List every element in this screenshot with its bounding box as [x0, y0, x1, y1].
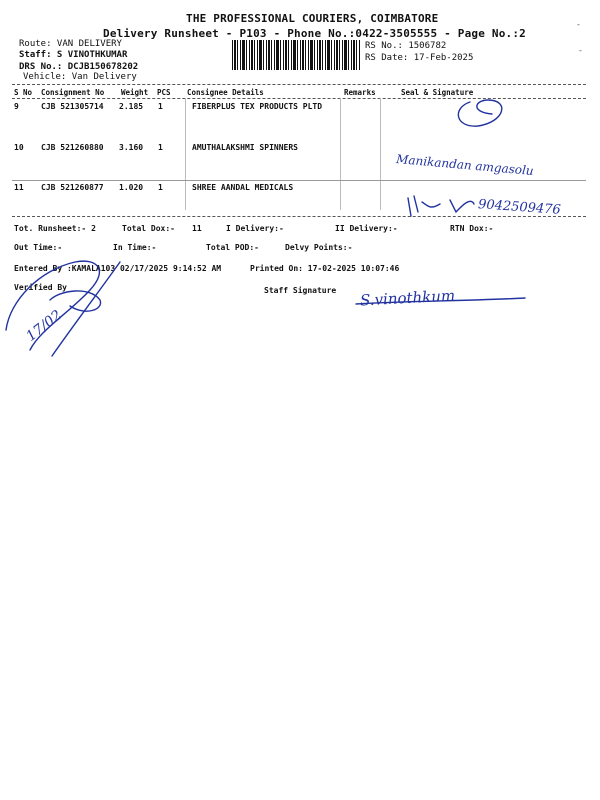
row-consignee: FIBERPLUS TEX PRODUCTS PLTD [192, 102, 323, 111]
row-weight: 2.185 [119, 102, 144, 111]
delvy-points: Delvy Points:- [285, 243, 353, 252]
scan-mark: - [576, 20, 581, 29]
total-dox-label: Total Dox:- [122, 224, 175, 233]
row-pcs: 1 [158, 183, 163, 192]
rtn-dox: RTN Dox:- [450, 224, 494, 233]
row-consignment: CJB 521260877 [41, 183, 104, 192]
rs-number: RS No.: 1506782 [365, 41, 447, 51]
verified-signature-stroke [6, 261, 120, 356]
row11-signature-stroke [408, 196, 474, 216]
col-header-consignment: Consignment No [41, 88, 105, 97]
row-pcs: 1 [158, 102, 163, 111]
tot-runsheet: Tot. Runsheet:- 2 [14, 224, 96, 233]
staff-label: Staff: S VINOTHKUMAR [19, 50, 128, 60]
runsheet-subtitle: Delivery Runsheet - P103 - Phone No.:0422-3505555 - Page No.:2 [103, 27, 526, 40]
row-weight: 3.160 [119, 143, 144, 152]
total-pod: Total POD:- [206, 243, 259, 252]
handwritten-staff-signature: S.vinothkum [359, 286, 456, 310]
scan-mark: - [578, 46, 583, 55]
row-sno: 10 [14, 143, 24, 152]
row-consignment: CJB 521305714 [41, 102, 104, 111]
verified-by-label: Verified By [14, 283, 67, 292]
row-pcs: 1 [158, 143, 163, 152]
handwritten-receiver-name: Manikandan amgasolu [395, 152, 535, 178]
printed-on: Printed On: 17-02-2025 10:07:46 [250, 264, 400, 273]
staff-signature-underline [356, 298, 525, 304]
handwritten-phone: 9042509476 [477, 197, 562, 218]
row-consignee: SHREE AANDAL MEDICALS [192, 183, 294, 192]
total-dox-value: 11 [192, 224, 202, 233]
row-sno: 9 [14, 102, 19, 111]
in-time: In Time:- [113, 243, 157, 252]
row-consignment: CJB 521260880 [41, 143, 104, 152]
row-consignee: AMUTHALAKSHMI SPINNERS [192, 143, 298, 152]
company-title: THE PROFESSIONAL COURIERS, COIMBATORE [186, 12, 439, 25]
drs-number: DRS No.: DCJB150678202 [19, 62, 139, 72]
vehicle-label: Vehicle: Van Delivery [23, 72, 137, 82]
route-label: Route: VAN DELIVERY [19, 39, 122, 49]
entered-by: Entered By :KAMALA103 02/17/2025 9:14:52 AM [14, 264, 222, 273]
row-sno: 11 [14, 183, 24, 192]
handwritten-verified-date: 17/02 [23, 307, 66, 345]
col-header-sno: S No [14, 88, 33, 97]
col-header-seal-signature: Seal & Signature [401, 88, 474, 97]
col-header-pcs: PCS [157, 88, 171, 97]
col-header-remarks: Remarks [344, 88, 376, 97]
rs-date: RS Date: 17-Feb-2025 [365, 53, 474, 63]
row9-signature-stroke [458, 100, 501, 126]
col-header-consignee: Consignee Details [187, 88, 264, 97]
i-delivery: I Delivery:- [226, 224, 284, 233]
out-time: Out Time:- [14, 243, 63, 252]
col-header-weight: Weight [121, 88, 149, 97]
ii-delivery: II Delivery:- [335, 224, 398, 233]
row-weight: 1.020 [119, 183, 144, 192]
staff-signature-label: Staff Signature [264, 286, 337, 295]
